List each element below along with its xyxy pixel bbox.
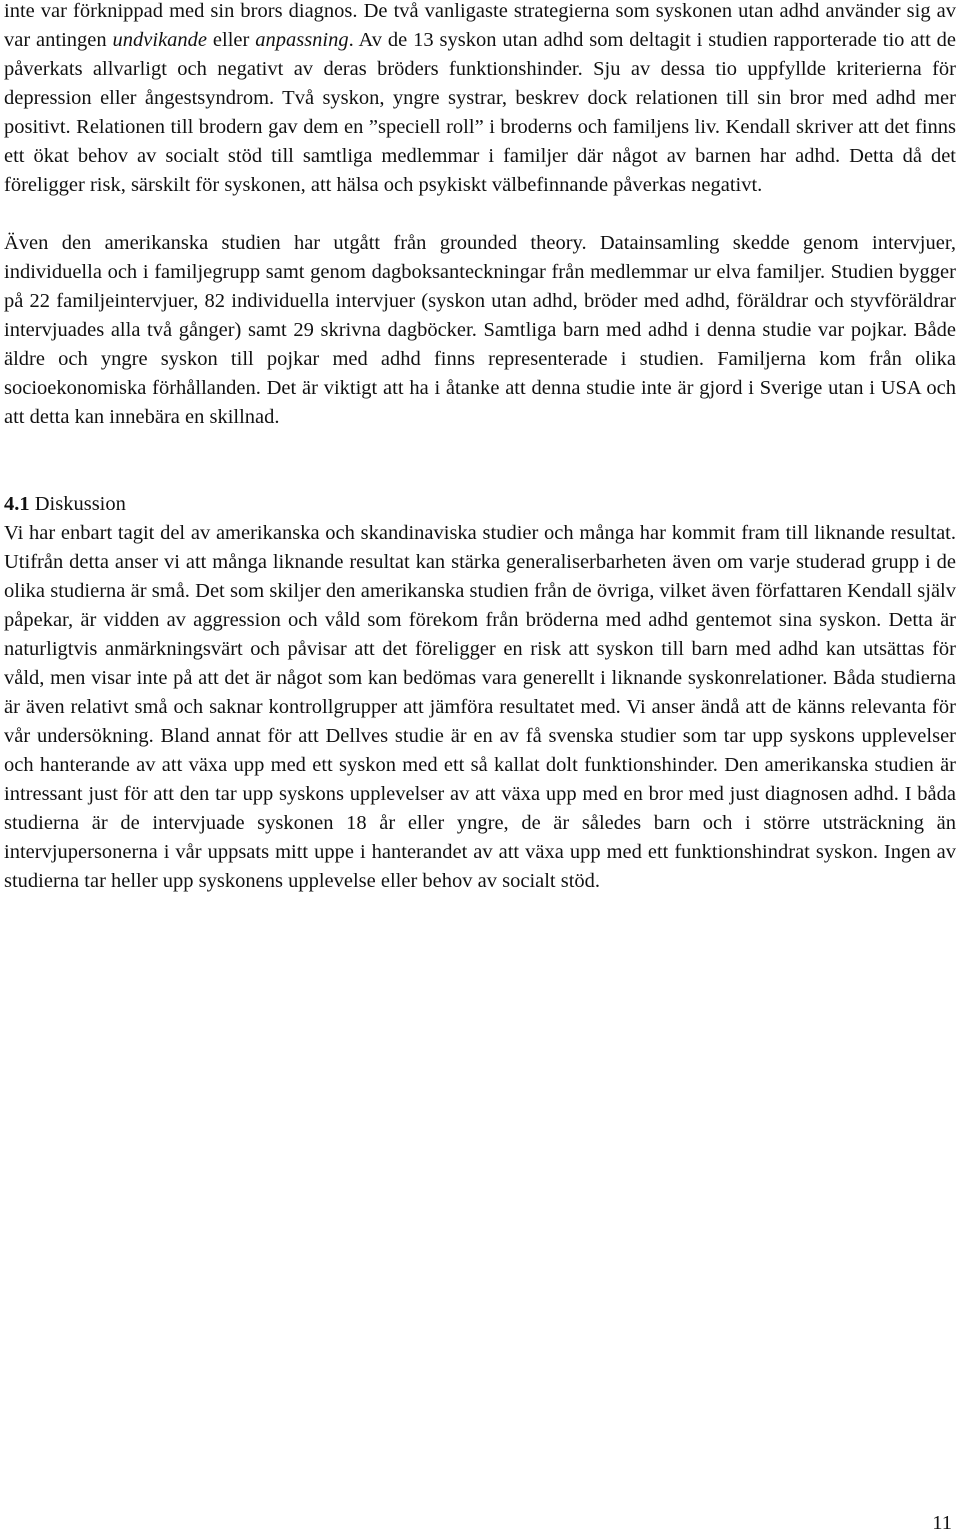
paragraph-1-text-c: . Av de 13 syskon utan adhd som deltagit i studien rapporterade tio att de påverkats allvarligt och negativt av deras bröders funktionshinder. Sju av dessa tio uppfyllde kriterierna för depression eller ångestsyndrom. Två syskon, yngre systrar, beskrev dock relationen till sin bror med adhd mer positivt. Relationen till brodern gav dem en ”speciell roll” i broderns och familjens liv. Kendall skriver att det finns ett ökat behov av socialt stöd till samtliga medlemmar i familjer där något av barnen har adhd. Detta då det föreligger risk, särskilt för syskonen, att hälsa och psykiskt välbefinnande påverkas negativt. (4, 29, 957, 196)
body-paragraph-3: Vi har enbart tagit del av amerikanska och skandinaviska studier och många har kommit fram till liknande resultat. Utifrån detta anser vi att många liknande resultat kan stärka generaliserbarheten även om varje studerad grupp i de olika studierna är små. Det som skiljer den amerikanska studien från de övriga, vilket även författaren Kendall själv påpekar, är vidden av aggression och våld som förekom från bröderna med adhd gentemot sina syskon. Detta är naturligtvis anmärkningsvärt och påvisar att det föreligger en risk att syskon till barn med adhd kan utsättas för våld, men visar inte på att det är något som kan bedömas vara generellt i liknande syskonrelationer. Båda studierna är även relativt små och saknar kontrollgrupper att jämföra resultatet med. Vi anser ändå att de känns relevanta för vår undersökning. Bland annat för att Dellves studie är en av få svenska studier som tar upp syskons upplevelser och hanterande av att växa upp med ett syskon med ett så kallat dolt funktionshinder. Den amerikanska studien är intressant just för att den tar upp syskons upplevelser av att växa upp med en bror med just diagnosen adhd. I båda studierna är de intervjuade syskonen 18 år eller yngre, de är således barn och i större utsträckning än intervjupersonerna i vår uppsats mitt uppe i hanterandet av att växa upp med ett funktionshindrat syskon. Ingen av studierna tar heller upp syskonens upplevelse eller behov av socialt stöd. (4, 522, 956, 892)
page-number: 11 (932, 1512, 952, 1534)
section-number: 4.1 (4, 493, 30, 515)
emphasis-anpassning: anpassning (255, 29, 349, 51)
section-heading (4, 490, 956, 519)
document-page (4, 0, 956, 896)
emphasis-undvikande: undvikande (112, 29, 208, 51)
section-title: Diskussion (34, 493, 126, 515)
paragraph-1-text-a: inte var förknippad med sin brors diagnos. De två vanligaste strategierna som syskonen utan adhd använder sig av var antingen (4, 0, 956, 51)
body-paragraph-2: Även den amerikanska studien har utgått från grounded theory. Datainsamling skedde genom intervjuer, individuella och i familjegrupp samt genom dagboksanteckningar från medlemmar ur elva familjer. Studien bygger på 22 familjeintervjuer, 82 individuella intervjuer (syskon utan adhd, bröder med adhd, föräldrar och styvföräldrar intervjuades alla två gånger) samt 29 skrivna dagböcker. Samtliga barn med adhd i denna studie var pojkar. Både äldre och yngre syskon till pojkar med adhd finns representerade i studien. Familjerna kom från olika socioekonomiska förhållanden. Det är viktigt att ha i åtanke att denna studie inte är gjord i Sverige utan i USA och att detta kan innebära en skillnad. (4, 232, 956, 428)
body-paragraph-1 (4, 0, 956, 200)
paragraph-1-text-b: eller (207, 29, 256, 51)
